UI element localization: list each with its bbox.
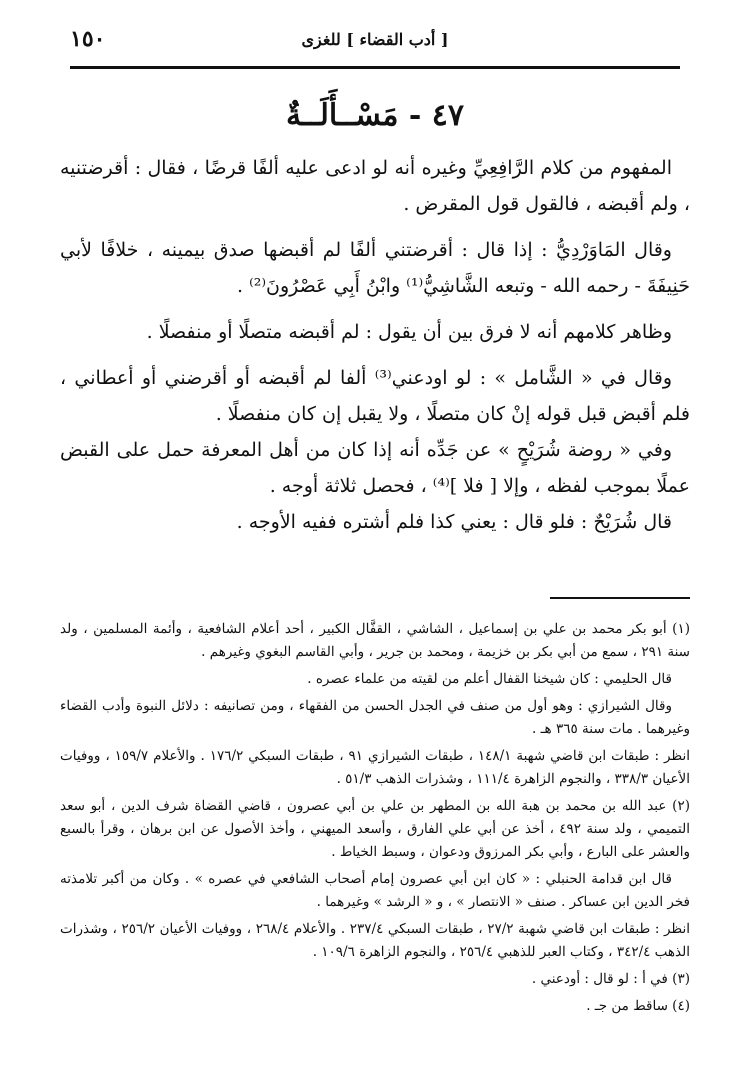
running-head: [ أدب القضاء ] للغزى [301, 30, 449, 49]
footnote-1: (١) أبو بكر محمد بن علي بن إسماعيل ، الشاشي ، القفَّال الكبير ، أحد أعلام الشافعية ، وأئمة المسلمين ، ولد سنة ٢٩١ ، سمع من أبي بكر بن خزيمة ، ومحمد بن جرير ، وأبي القاسم البغوي وغيرهم . [60, 621, 690, 660]
paragraph: وقال في « الشَّامل » : لو اودعني⁽³⁾ ألفا لم أقبضه أو أقرضني أو أعطاني ، فلم أقبض قبل قوله إنْ كان متصلًا ، ولا يقبل إن كان منفصلًا . [60, 367, 690, 425]
paragraph: المفهوم من كلام الرَّافِعِيِّ وغيره أنه لو ادعى عليه ألفًا قرضًا ، فقال : أقرضتنيه ، ولم أقبضه ، فالقول قول المقرض . [60, 157, 690, 215]
footnote-1-quote: قال الحليمي : كان شيخنا القفال أعلم من لقيته من علماء عصره . [307, 671, 672, 687]
page-number: ١٥٠ [70, 26, 106, 52]
paragraph: وظاهر كلامهم أنه لا فرق بين أن يقول : لم أقبضه متصلًا أو منفصلًا . [146, 321, 672, 343]
paragraph: وقال المَاوَرْدِيُّ : إذا قال : أقرضتني ألفًا لم أقبضها صدق بيمينه ، خلافًا لأبي حَنِيفَةَ - رحمه الله - وتبعه الشَّاشِيُّ⁽¹⁾ وابْنُ أَبِي عَصْرُونَ⁽²⁾ . [60, 239, 690, 297]
footnote-2: (٢) عبد الله بن محمد بن هبة الله بن المطهر بن علي بن أبي عصرون ، قاضي القضاة شرف الدين ، أبو سعد التميمي ، ولد سنة ٤٩٢ ، أخذ عن أبي علي الفارق ، وأسعد الميهني ، وأخذ الأصول عن ابن برهان ، وقرأ بالسبع والعشر على البارع ، وأبي بكر المرزوق ودعوان ، وسبط الخياط . [60, 798, 690, 860]
header-rule [70, 66, 680, 69]
section-title: ٤٧ - مَسْــأَلَــةٌ [286, 98, 464, 133]
footnotes [60, 618, 690, 1022]
paragraph: وفي « روضة شُرَيْحٍ » عن جَدِّه أنه إذا كان من أهل المعرفة حمل على القبض عملًا بموجب لفظه ، وإلا [ فلا ]⁽⁴⁾ ، فحصل ثلاثة أوجه . [60, 439, 690, 497]
footnote-divider [550, 597, 690, 599]
paragraph: قال شُرَيْحٌ : فلو قال : يعني كذا فلم أشتره ففيه الأوجه . [236, 511, 672, 533]
footnote-4: (٤) ساقط من جـ . [586, 998, 690, 1014]
footnote-1-sources: انظر : طبقات ابن قاضي شهبة ١٤٨/١ ، طبقات الشيرازي ٩١ ، طبقات السبكي ١٧٦/٢ . والأعلام ١٥٩/٧ ، ووفيات الأعيان ٣٣٨/٣ ، والنجوم الزاهرة ١١١/٤ ، وشذرات الذهب ٥١/٣ . [60, 748, 690, 787]
footnote-2-sources: انظر : طبقات ابن قاضي شهبة ٢٧/٢ ، طبقات السبكي ٢٣٧/٤ . والأعلام ٢٦٨/٤ ، ووفيات الأعيان ٢٥٦/٢ ، وشذرات الذهب ٣٤٢/٤ ، وكتاب العبر للذهبي ٢٥٦/٤ ، والنجوم الزاهرة ١٠٩/٦ . [60, 921, 690, 960]
page-header [70, 26, 680, 56]
main-text [60, 150, 690, 540]
footnote-3: (٣) في أ : لو قال : أودعني . [531, 971, 690, 987]
footnote-1-note: وقال الشيرازي : وهو أول من صنف في الجدل الحسن من الفقهاء ، ومن تصانيفه : دلائل النبوة وأدب القضاء وغيرهما . مات سنة ٣٦٥ هـ . [60, 698, 690, 737]
footnote-2-quote: قال ابن قدامة الحنبلي : « كان ابن أبي عصرون إمام أصحاب الشافعي في عصره » . وكان من أكبر تلامذته فخر الدين ابن عساكر . صنف « الانتصار » ، و « الرشد » وغيرهما . [60, 871, 690, 910]
